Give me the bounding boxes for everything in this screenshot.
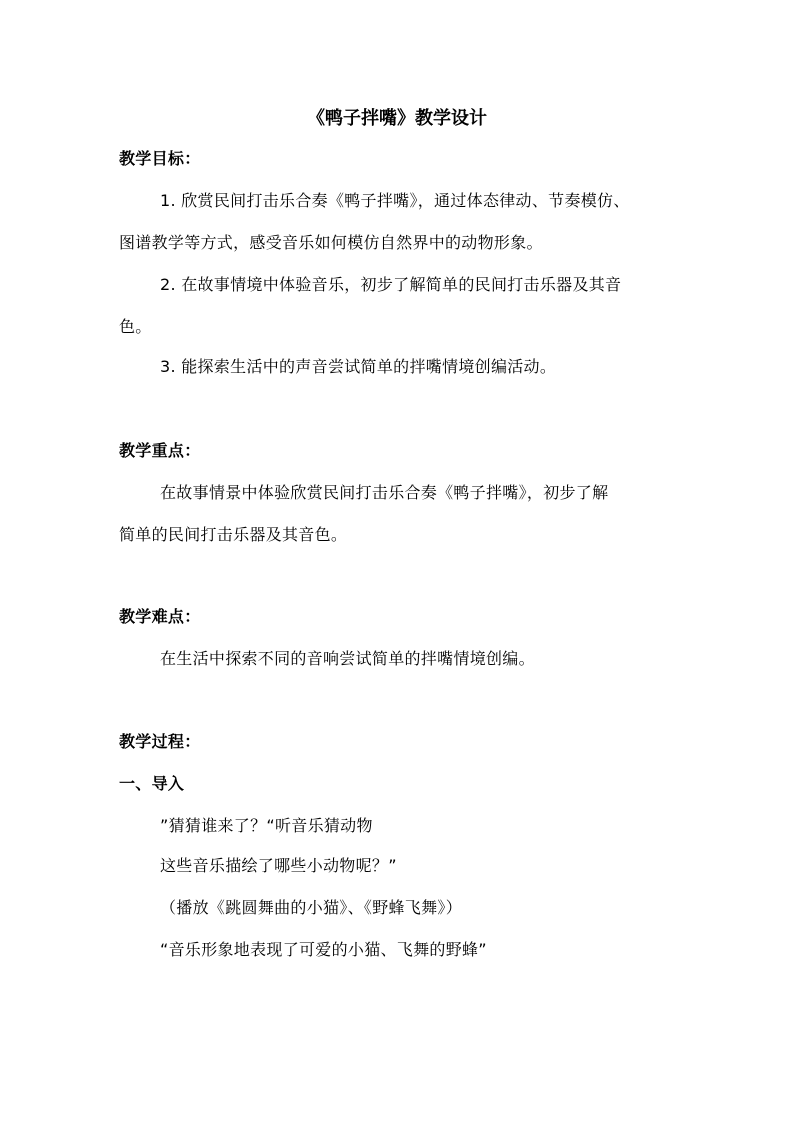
- key-points-heading: 教学重点：: [119, 441, 201, 460]
- difficulties-heading: 教学难点：: [119, 607, 201, 626]
- document-title: 《鸭子拌嘴》教学设计: [307, 108, 487, 129]
- process-line-3: （播放《跳圆舞曲的小猫》、《野蜂飞舞》）: [160, 898, 463, 917]
- process-line-2: 这些音乐描绘了哪些小动物呢？”: [160, 856, 397, 875]
- process-heading: 教学过程：: [119, 732, 201, 751]
- key-points-line-2: 简单的民间打击乐器及其音色。: [119, 525, 348, 544]
- objectives-line-1: 1. 欣赏民间打击乐合奏《鸭子拌嘴》，通过体态律动、节奏模仿、: [160, 191, 630, 210]
- objectives-line-2: 图谱教学等方式，感受音乐如何模仿自然界中的动物形象。: [119, 233, 543, 252]
- key-points-line-1: 在故事情景中体验欣赏民间打击乐合奏《鸭子拌嘴》，初步了解: [160, 483, 609, 502]
- objectives-line-5: 3. 能探索生活中的声音尝试简单的拌嘴情境创编活动。: [160, 357, 557, 376]
- difficulties-line-1: 在生活中探索不同的音响尝试简单的拌嘴情境创编。: [160, 649, 535, 668]
- objectives-line-4: 色。: [119, 317, 152, 336]
- process-line-1: ”猜猜谁来了？“听音乐猜动物: [160, 816, 373, 835]
- objectives-line-3: 2. 在故事情境中体验音乐，初步了解简单的民间打击乐器及其音: [160, 275, 622, 294]
- objectives-heading: 教学目标：: [119, 149, 201, 168]
- section-1-heading: 一、导入: [119, 774, 185, 793]
- process-line-4: “音乐形象地表现了可爱的小猫、飞舞的野蜂”: [160, 940, 487, 959]
